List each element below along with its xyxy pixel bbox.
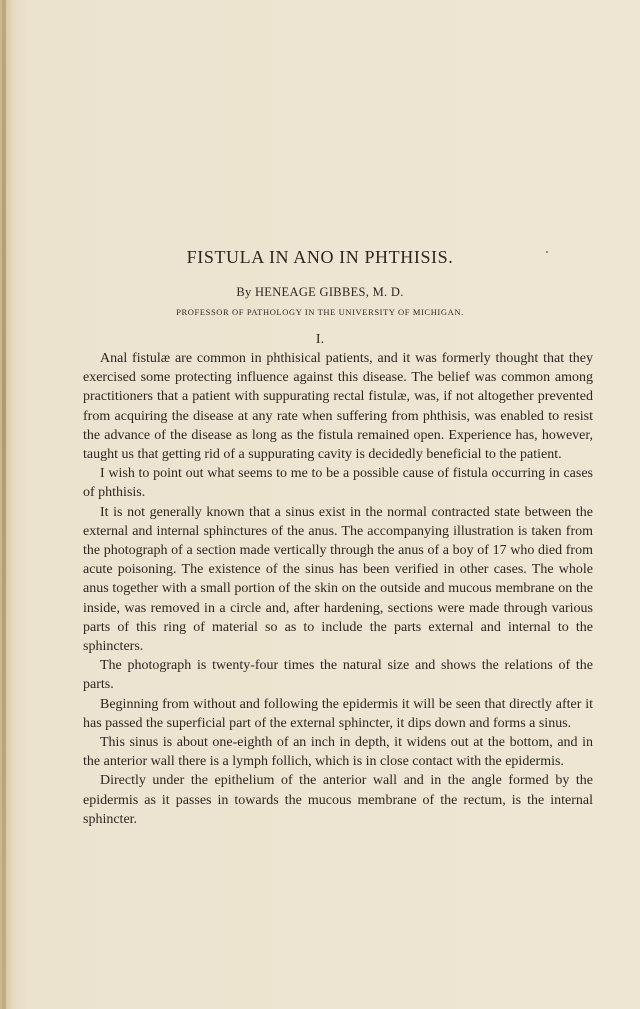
paragraph: It is not generally known that a sinus exist in the normal contracted state between the external and internal sphinctures of the anus. The accompanying illustration is taken from the photograph of a section made vertically through the anus of a boy of 17 who died from acute poisoning. The existence of the sinus has been verified in other cases. The whole anus together with a small portion of the skin on the outside and mucous membrane on the inside, was removed in a circle and, after hardening, sections were made through various parts of this ring of material so as to include the parts external and internal to the sphincters. (83, 504, 593, 655)
paragraph: Beginning from without and following the epidermis it will be seen that directly after it has passed the superficial part of the external sphincter, it dips down and forms a sinus. (83, 696, 593, 731)
author-byline: By HENEAGE GIBBES, M. D. (236, 285, 404, 299)
paragraph: The photograph is twenty-four times the natural size and shows the relations of the parts. (83, 658, 593, 693)
article-body (83, 349, 593, 829)
paragraph: Directly under the epithelium of the anterior wall and in the angle formed by the epidermis as it passes in towards the mucous membrane of the rectum, is the internal sphincter. (83, 773, 593, 827)
paragraph: This sinus is about one-eighth of an inch in depth, it widens out at the bottom, and in the anterior wall there is a lymph follich, which is in close contact with the epidermis. (83, 735, 593, 770)
binding-gutter (2, 0, 6, 1009)
paragraph: I wish to point out what seems to me to be a possible cause of fistula occurring in cases of phthisis. (83, 466, 593, 501)
author-affiliation: PROFESSOR OF PATHOLOGY IN THE UNIVERSITY OF MICHIGAN. (176, 307, 464, 317)
paragraph: Anal fistulæ are common in phthisical patients, and it was formerly thought that they exercised some protecting influence against this disease. The belief was common among practitioners that a patient with suppurating rectal fistulæ, was, if not altogether prevented from acquiring the disease at any rate when suffering from phthisis, was enabled to resist the advance of the disease as long as the fistula remained open. Experience has, however, taught us that getting rid of a suppurating cavity is decidedly beneficial to the patient. (83, 351, 593, 463)
article-title: FISTULA IN ANO IN PHTHISIS. (186, 247, 454, 267)
section-number: I. (315, 332, 325, 347)
